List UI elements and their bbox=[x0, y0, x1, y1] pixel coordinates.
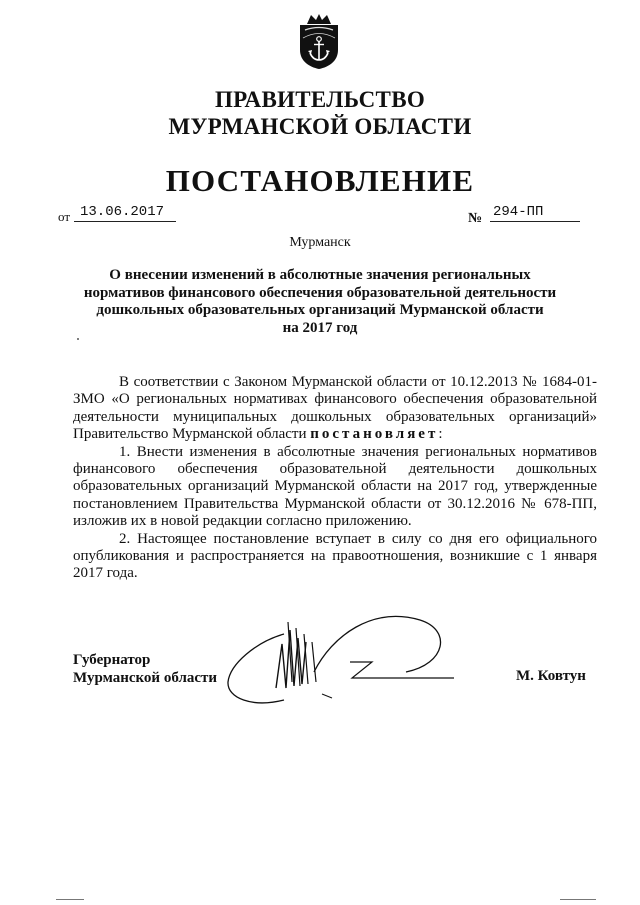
date-prefix: от bbox=[58, 209, 71, 224]
signatory-role-line: Мурманской области bbox=[73, 670, 218, 686]
scan-border-mark bbox=[56, 899, 84, 900]
document-subject bbox=[72, 267, 568, 337]
clause-1: 1. Внести изменения в абсолютные значения региональных нормативов финансового обеспечения образовательной деятельности дошкольных образовательных организаций Мурманской области на 2017 год, утвержденные постановлением Правительства Мурманской области от 30.12.2016 № 678-ПП, изложив их в новой редакции согласно приложению. bbox=[73, 443, 597, 530]
signatory-name: М. Ковтун bbox=[516, 668, 586, 684]
government-name-line1: ПРАВИТЕЛЬСТВО bbox=[214, 87, 426, 112]
preamble-paragraph bbox=[73, 374, 597, 444]
city-name: Мурманск bbox=[289, 235, 351, 250]
preamble-text: В соответствии с Законом Мурманской области от 10.12.2013 № 1684-01-ЗМО «О региональных нормативах финансового обеспечения образовательной деятельности муниципальных дошкольных образовательных организаций» Правительство Мурманской области bbox=[73, 374, 597, 443]
subject-line: дошкольных образовательных организаций Мурманской области bbox=[96, 302, 544, 318]
document-date: 13.06.2017 bbox=[74, 204, 176, 222]
signatory-role-line: Губернатор bbox=[73, 652, 151, 668]
clause-2: 2. Настоящее постановление вступает в силу со дня его официального опубликования и распространяется на правоотношения, возникшие с 1 января 2017 года. bbox=[73, 530, 597, 582]
preamble-colon: : bbox=[438, 426, 443, 443]
document-number: 294-ПП bbox=[490, 204, 580, 222]
subject-line: О внесении изменений в абсолютные значения региональных bbox=[109, 267, 531, 283]
subject-line: на 2017 год bbox=[282, 319, 358, 336]
scan-border-mark bbox=[560, 899, 596, 900]
scan-speck bbox=[77, 338, 79, 340]
subject-line: нормативов финансового обеспечения образовательной деятельности bbox=[83, 284, 557, 301]
government-name-line2: МУРМАНСКОЙ ОБЛАСТИ bbox=[168, 114, 472, 139]
handwritten-signature bbox=[222, 612, 460, 708]
document-body bbox=[73, 374, 597, 583]
number-prefix: № bbox=[468, 211, 483, 226]
resolution-verb: постановляет bbox=[310, 426, 439, 443]
document-type-title: ПОСТАНОВЛЕНИЕ bbox=[165, 163, 475, 198]
murmansk-coat-of-arms-icon bbox=[296, 12, 342, 70]
signatory-position bbox=[73, 651, 217, 687]
